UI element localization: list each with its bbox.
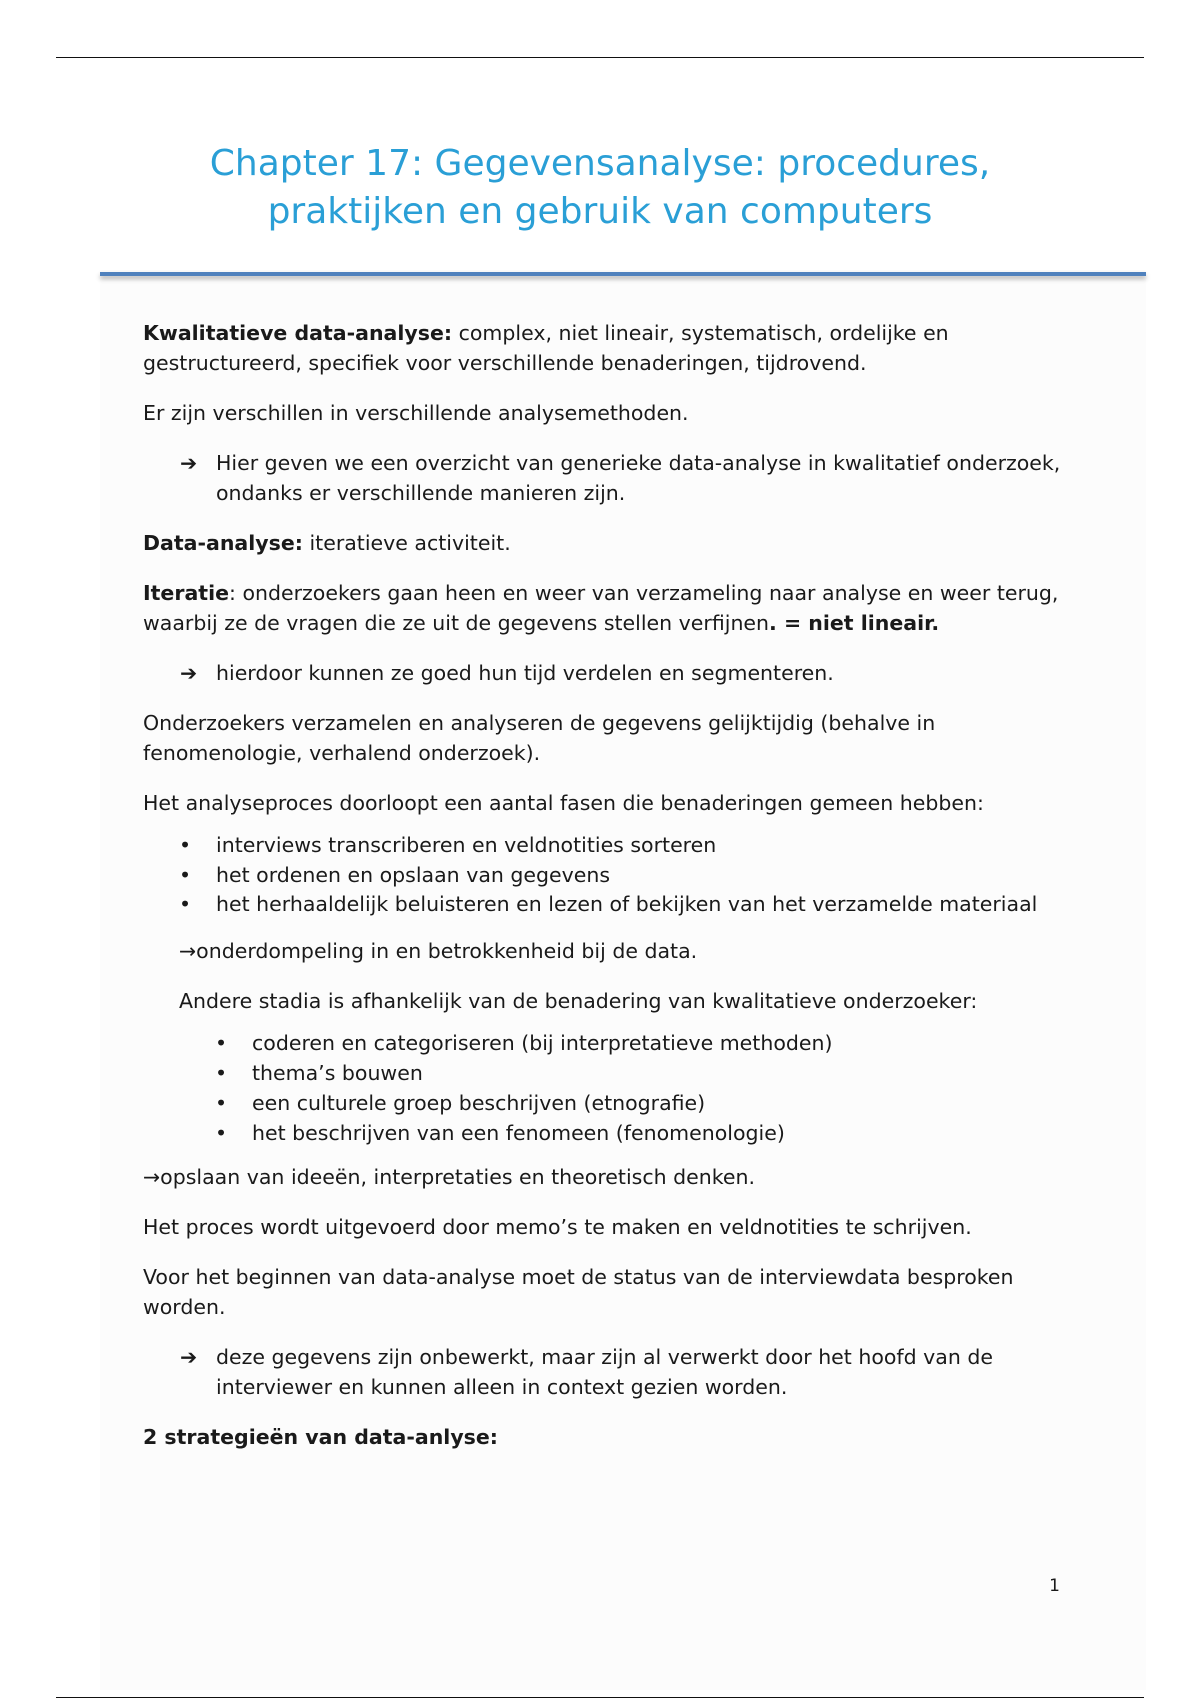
paragraph-definition (143, 318, 1068, 378)
arrow-item-text: deze gegevens zijn onbewerkt, maar zijn al verwerkt door het hoofd van de interviewer en kunnen alleen in context gezien worden. (216, 1345, 993, 1399)
list-item: • een culturele groep beschrijven (etnografie) (143, 1088, 1068, 1118)
arrow-icon: ➔ (180, 661, 198, 685)
term-data-analyse: Data-analyse: (143, 531, 303, 555)
bullet-icon: • (215, 1091, 228, 1115)
paragraph-2: Er zijn verschillen in verschillende analysemethoden. (143, 401, 689, 425)
term-kwalitatieve: Kwalitatieve data-analyse: (143, 321, 453, 345)
emphasis-niet-lineair: . = niet lineair. (769, 611, 940, 635)
paragraph-memos: Het proces wordt uitgevoerd door memo’s te maken en veldnotities te schrijven. (143, 1215, 972, 1239)
title-line-2: praktijken en gebruik van computers (267, 191, 933, 232)
arrow-icon: ➔ (180, 451, 198, 475)
list-item: • het beschrijven van een fenomeen (fenomenologie) (143, 1118, 1068, 1148)
list-item: • interviews transcriberen en veldnotities sorteren (143, 830, 1068, 860)
paragraph-andere-stadia: Andere stadia is afhankelijk van de benadering van kwalitatieve onderzoeker: (179, 989, 978, 1013)
title-line-1: Chapter 17: Gegevensanalyse: procedures, (209, 143, 991, 184)
arrow-item-text: Hier geven we een overzicht van generieke data-analyse in kwalitatief onderzoek, ondanks er verschillende manieren zijn. (216, 451, 1061, 505)
arrow-icon: ➔ (180, 1345, 198, 1369)
paragraph-text: : onderzoekers gaan heen en weer van verzameling naar analyse en weer terug, waarbij ze de vragen die ze uit de gegevens stellen verfijnen (143, 581, 1059, 635)
list-item: • coderen en categoriseren (bij interpretatieve methoden) (143, 1028, 1068, 1058)
arrow-item-text: hierdoor kunnen ze goed hun tijd verdelen en segmenteren. (216, 661, 834, 685)
definition-text: complex, niet lineair, systematisch, ordelijke en gestructureerd, specifiek voor verschillende benaderingen, tijdrovend. (143, 321, 949, 375)
bullet-icon: • (179, 863, 192, 887)
bottom-rule (56, 1697, 1144, 1698)
bullet-icon: • (179, 892, 192, 916)
paragraph-5: Onderzoekers verzamelen en analyseren de gegevens gelijktijdig (behalve in fenomenologie, verhalend onderzoek). (143, 711, 936, 765)
bullet-icon: • (215, 1061, 228, 1085)
page-title (100, 140, 1100, 236)
bullet-icon: • (215, 1031, 228, 1055)
term-iteratie: Iteratie (143, 581, 230, 605)
top-rule (56, 57, 1144, 58)
title-underline-bar (100, 272, 1146, 276)
paragraph-data-analyse (143, 528, 1068, 558)
list-item: • het ordenen en opslaan van gegevens (143, 860, 1068, 890)
list-item: • thema’s bouwen (143, 1058, 1068, 1088)
arrow-item-3 (143, 1342, 1068, 1402)
paragraph-text: iteratieve activiteit. (302, 531, 511, 555)
stages-list (143, 1028, 1068, 1148)
paragraph-onderdompeling: →onderdompeling in en betrokkenheid bij de data. (179, 939, 698, 963)
bullet-icon: • (179, 833, 192, 857)
paragraph-status: Voor het beginnen van data-analyse moet de status van de interviewdata besproken worden. (143, 1265, 1014, 1319)
section-heading-strategies: 2 strategieën van data-anlyse: (143, 1425, 498, 1449)
paragraph-opslaan: →opslaan van ideeën, interpretaties en theoretisch denken. (143, 1165, 755, 1189)
page-number: 1 (1049, 1576, 1060, 1596)
bullet-icon: • (215, 1121, 228, 1145)
arrow-item-1 (143, 448, 1068, 508)
phases-list (143, 830, 1068, 918)
paragraph-6: Het analyseproces doorloopt een aantal fasen die benaderingen gemeen hebben: (143, 791, 984, 815)
paragraph-iteratie (143, 578, 1068, 638)
document-content (143, 318, 1068, 1472)
list-item: • het herhaaldelijk beluisteren en lezen of bekijken van het verzamelde materiaal (179, 892, 1038, 916)
arrow-item-2 (143, 658, 1068, 688)
